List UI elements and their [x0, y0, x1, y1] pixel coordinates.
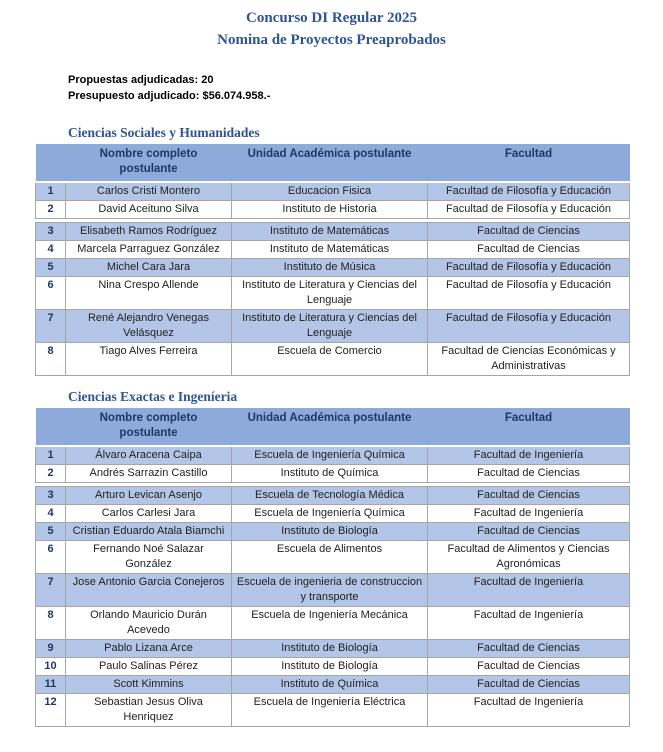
unidad-academica-cell: Instituto de Biología — [232, 523, 428, 541]
facultad-cell: Facultad de Filosofía y Educación — [428, 277, 630, 310]
table-row — [36, 541, 630, 574]
column-header-facultad: Facultad — [428, 408, 630, 446]
postulante-name-cell: Cristian Eduardo Atala Biamchi — [66, 523, 232, 541]
facultad-cell: Facultad de Ingeniería — [428, 574, 630, 607]
table-row — [36, 574, 630, 607]
row-number-cell: 3 — [36, 487, 66, 505]
table-header-row — [36, 408, 630, 446]
postulante-name-cell: Álvaro Aracena Caipa — [66, 446, 232, 465]
table-row — [36, 310, 630, 343]
row-number-cell: 2 — [36, 465, 66, 483]
table-row — [36, 182, 630, 201]
postulante-name-cell: Tiago Alves Ferreira — [66, 343, 232, 376]
unidad-academica-cell: Escuela de Alimentos — [232, 541, 428, 574]
facultad-cell: Facultad de Ciencias — [428, 223, 630, 241]
unidad-academica-cell: Escuela de ingenieria de construccion y transporte — [232, 574, 428, 607]
facultad-cell: Facultad de Ciencias Económicas y Administrativas — [428, 343, 630, 376]
unidad-academica-cell: Instituto de Biología — [232, 640, 428, 658]
row-number-cell: 7 — [36, 310, 66, 343]
facultad-cell: Facultad de Ciencias — [428, 676, 630, 694]
row-number-cell: 4 — [36, 505, 66, 523]
table-row — [36, 223, 630, 241]
postulante-name-cell: Elisabeth Ramos Rodríguez — [66, 223, 232, 241]
facultad-cell: Facultad de Ciencias — [428, 465, 630, 483]
unidad-academica-cell: Educacion Fisica — [232, 182, 428, 201]
row-number-cell: 1 — [36, 446, 66, 465]
title-line-1: Concurso DI Regular 2025 — [246, 10, 417, 26]
postulante-name-cell: Nina Crespo Allende — [66, 277, 232, 310]
facultad-cell: Facultad de Ingeniería — [428, 607, 630, 640]
row-number-cell: 4 — [36, 241, 66, 259]
facultad-cell: Facultad de Filosofía y Educación — [428, 201, 630, 219]
unidad-academica-cell: Instituto de Biología — [232, 658, 428, 676]
column-header-facultad: Facultad — [428, 144, 630, 182]
facultad-cell: Facultad de Filosofía y Educación — [428, 182, 630, 201]
row-number-cell: 5 — [36, 523, 66, 541]
facultad-cell: Facultad de Filosofía y Educación — [428, 310, 630, 343]
postulante-name-cell: René Alejandro Venegas Velásquez — [66, 310, 232, 343]
table-row — [36, 465, 630, 483]
row-number-cell: 6 — [36, 277, 66, 310]
unidad-academica-cell: Instituto de Música — [232, 259, 428, 277]
postulante-name-cell: Andrés Sarrazin Castillo — [66, 465, 232, 483]
row-number-cell: 10 — [36, 658, 66, 676]
table-row — [36, 523, 630, 541]
stat-label: Propuestas adjudicadas: — [68, 74, 199, 86]
row-number-cell: 3 — [36, 223, 66, 241]
facultad-cell: Facultad de Ciencias — [428, 241, 630, 259]
table-row — [36, 676, 630, 694]
unidad-academica-cell: Escuela de Ingeniería Química — [232, 505, 428, 523]
postulante-name-cell: Paulo Salinas Pérez — [66, 658, 232, 676]
facultad-cell: Facultad de Ciencias — [428, 523, 630, 541]
row-number-cell: 12 — [36, 694, 66, 727]
postulante-name-cell: Jose Antonio Garcia Conejeros — [66, 574, 232, 607]
unidad-academica-cell: Instituto de Literatura y Ciencias del Lenguaje — [232, 277, 428, 310]
table-ciencias-sociales — [35, 144, 630, 376]
postulante-name-cell: Marcela Parraguez González — [66, 241, 232, 259]
column-header-unidad-academica: Unidad Académica postulante — [232, 144, 428, 182]
facultad-cell: Facultad de Ingeniería — [428, 446, 630, 465]
table-row — [36, 607, 630, 640]
postulante-name-cell: Orlando Mauricio Durán Acevedo — [66, 607, 232, 640]
row-number-cell: 6 — [36, 541, 66, 574]
row-number-cell: 8 — [36, 607, 66, 640]
table-row — [36, 640, 630, 658]
document-page — [0, 7, 663, 727]
title-line-2: Nomina de Proyectos Preaprobados — [217, 32, 446, 48]
table-row — [36, 505, 630, 523]
postulante-name-cell: David Aceituno Silva — [66, 201, 232, 219]
unidad-academica-cell: Escuela de Ingeniería Mecánica — [232, 607, 428, 640]
table-row — [36, 694, 630, 727]
table-row — [36, 343, 630, 376]
postulante-name-cell: Arturo Levican Asenjo — [66, 487, 232, 505]
table-body-ciencias-sociales — [36, 182, 630, 376]
facultad-cell: Facultad de Ingeniería — [428, 694, 630, 727]
table-row — [36, 259, 630, 277]
postulante-name-cell: Sebastian Jesus Oliva Henriquez — [66, 694, 232, 727]
unidad-academica-cell: Escuela de Tecnología Médica — [232, 487, 428, 505]
table-header-row — [36, 144, 630, 182]
postulante-name-cell: Carlos Cristi Montero — [66, 182, 232, 201]
facultad-cell: Facultad de Ciencias — [428, 640, 630, 658]
column-header-nombre-postulante: Nombre completo postulante — [66, 144, 232, 182]
unidad-academica-cell: Instituto de Química — [232, 676, 428, 694]
unidad-academica-cell: Instituto de Matemáticas — [232, 223, 428, 241]
postulante-name-cell: Scott Kimmins — [66, 676, 232, 694]
unidad-academica-cell: Escuela de Ingeniería Eléctrica — [232, 694, 428, 727]
postulante-name-cell: Fernando Noé Salazar González — [66, 541, 232, 574]
stat-propuestas-adjudicadas — [68, 72, 663, 88]
facultad-cell: Facultad de Ingeniería — [428, 505, 630, 523]
facultad-cell: Facultad de Alimentos y Ciencias Agronómicas — [428, 541, 630, 574]
stat-value: $56.074.958.- — [202, 90, 271, 102]
unidad-academica-cell: Instituto de Literatura y Ciencias del Lenguaje — [232, 310, 428, 343]
unidad-academica-cell: Instituto de Historia — [232, 201, 428, 219]
facultad-cell: Facultad de Ciencias — [428, 487, 630, 505]
postulante-name-cell: Pablo Lizana Arce — [66, 640, 232, 658]
section-heading-ciencias-sociales: Ciencias Sociales y Humanidades — [68, 125, 260, 140]
table-row — [36, 241, 630, 259]
stat-value: 20 — [201, 74, 214, 86]
table-body-ciencias-exactas — [36, 446, 630, 727]
row-number-cell: 11 — [36, 676, 66, 694]
column-header-number — [36, 408, 66, 446]
column-header-nombre-postulante: Nombre completo postulante — [66, 408, 232, 446]
postulante-name-cell: Carlos Carlesi Jara — [66, 505, 232, 523]
facultad-cell: Facultad de Filosofía y Educación — [428, 259, 630, 277]
document-title — [0, 7, 663, 51]
postulante-name-cell: Michel Cara Jara — [66, 259, 232, 277]
row-number-cell: 2 — [36, 201, 66, 219]
row-number-cell: 1 — [36, 182, 66, 201]
table-row — [36, 487, 630, 505]
row-number-cell: 8 — [36, 343, 66, 376]
table-ciencias-exactas — [35, 408, 630, 727]
stats-block — [68, 72, 663, 104]
stat-label: Presupuesto adjudicado: — [68, 90, 200, 102]
row-number-cell: 7 — [36, 574, 66, 607]
facultad-cell: Facultad de Ciencias — [428, 658, 630, 676]
table-row — [36, 201, 630, 219]
unidad-academica-cell: Escuela de Ingeniería Química — [232, 446, 428, 465]
table-row — [36, 277, 630, 310]
table-row — [36, 446, 630, 465]
table-row — [36, 658, 630, 676]
stat-presupuesto-adjudicado — [68, 88, 663, 104]
row-number-cell: 9 — [36, 640, 66, 658]
column-header-unidad-academica: Unidad Académica postulante — [232, 408, 428, 446]
row-number-cell: 5 — [36, 259, 66, 277]
unidad-academica-cell: Instituto de Química — [232, 465, 428, 483]
unidad-academica-cell: Escuela de Comercio — [232, 343, 428, 376]
unidad-academica-cell: Instituto de Matemáticas — [232, 241, 428, 259]
section-heading-ciencias-exactas: Ciencias Exactas e Ingeníeria — [68, 389, 238, 404]
column-header-number — [36, 144, 66, 182]
